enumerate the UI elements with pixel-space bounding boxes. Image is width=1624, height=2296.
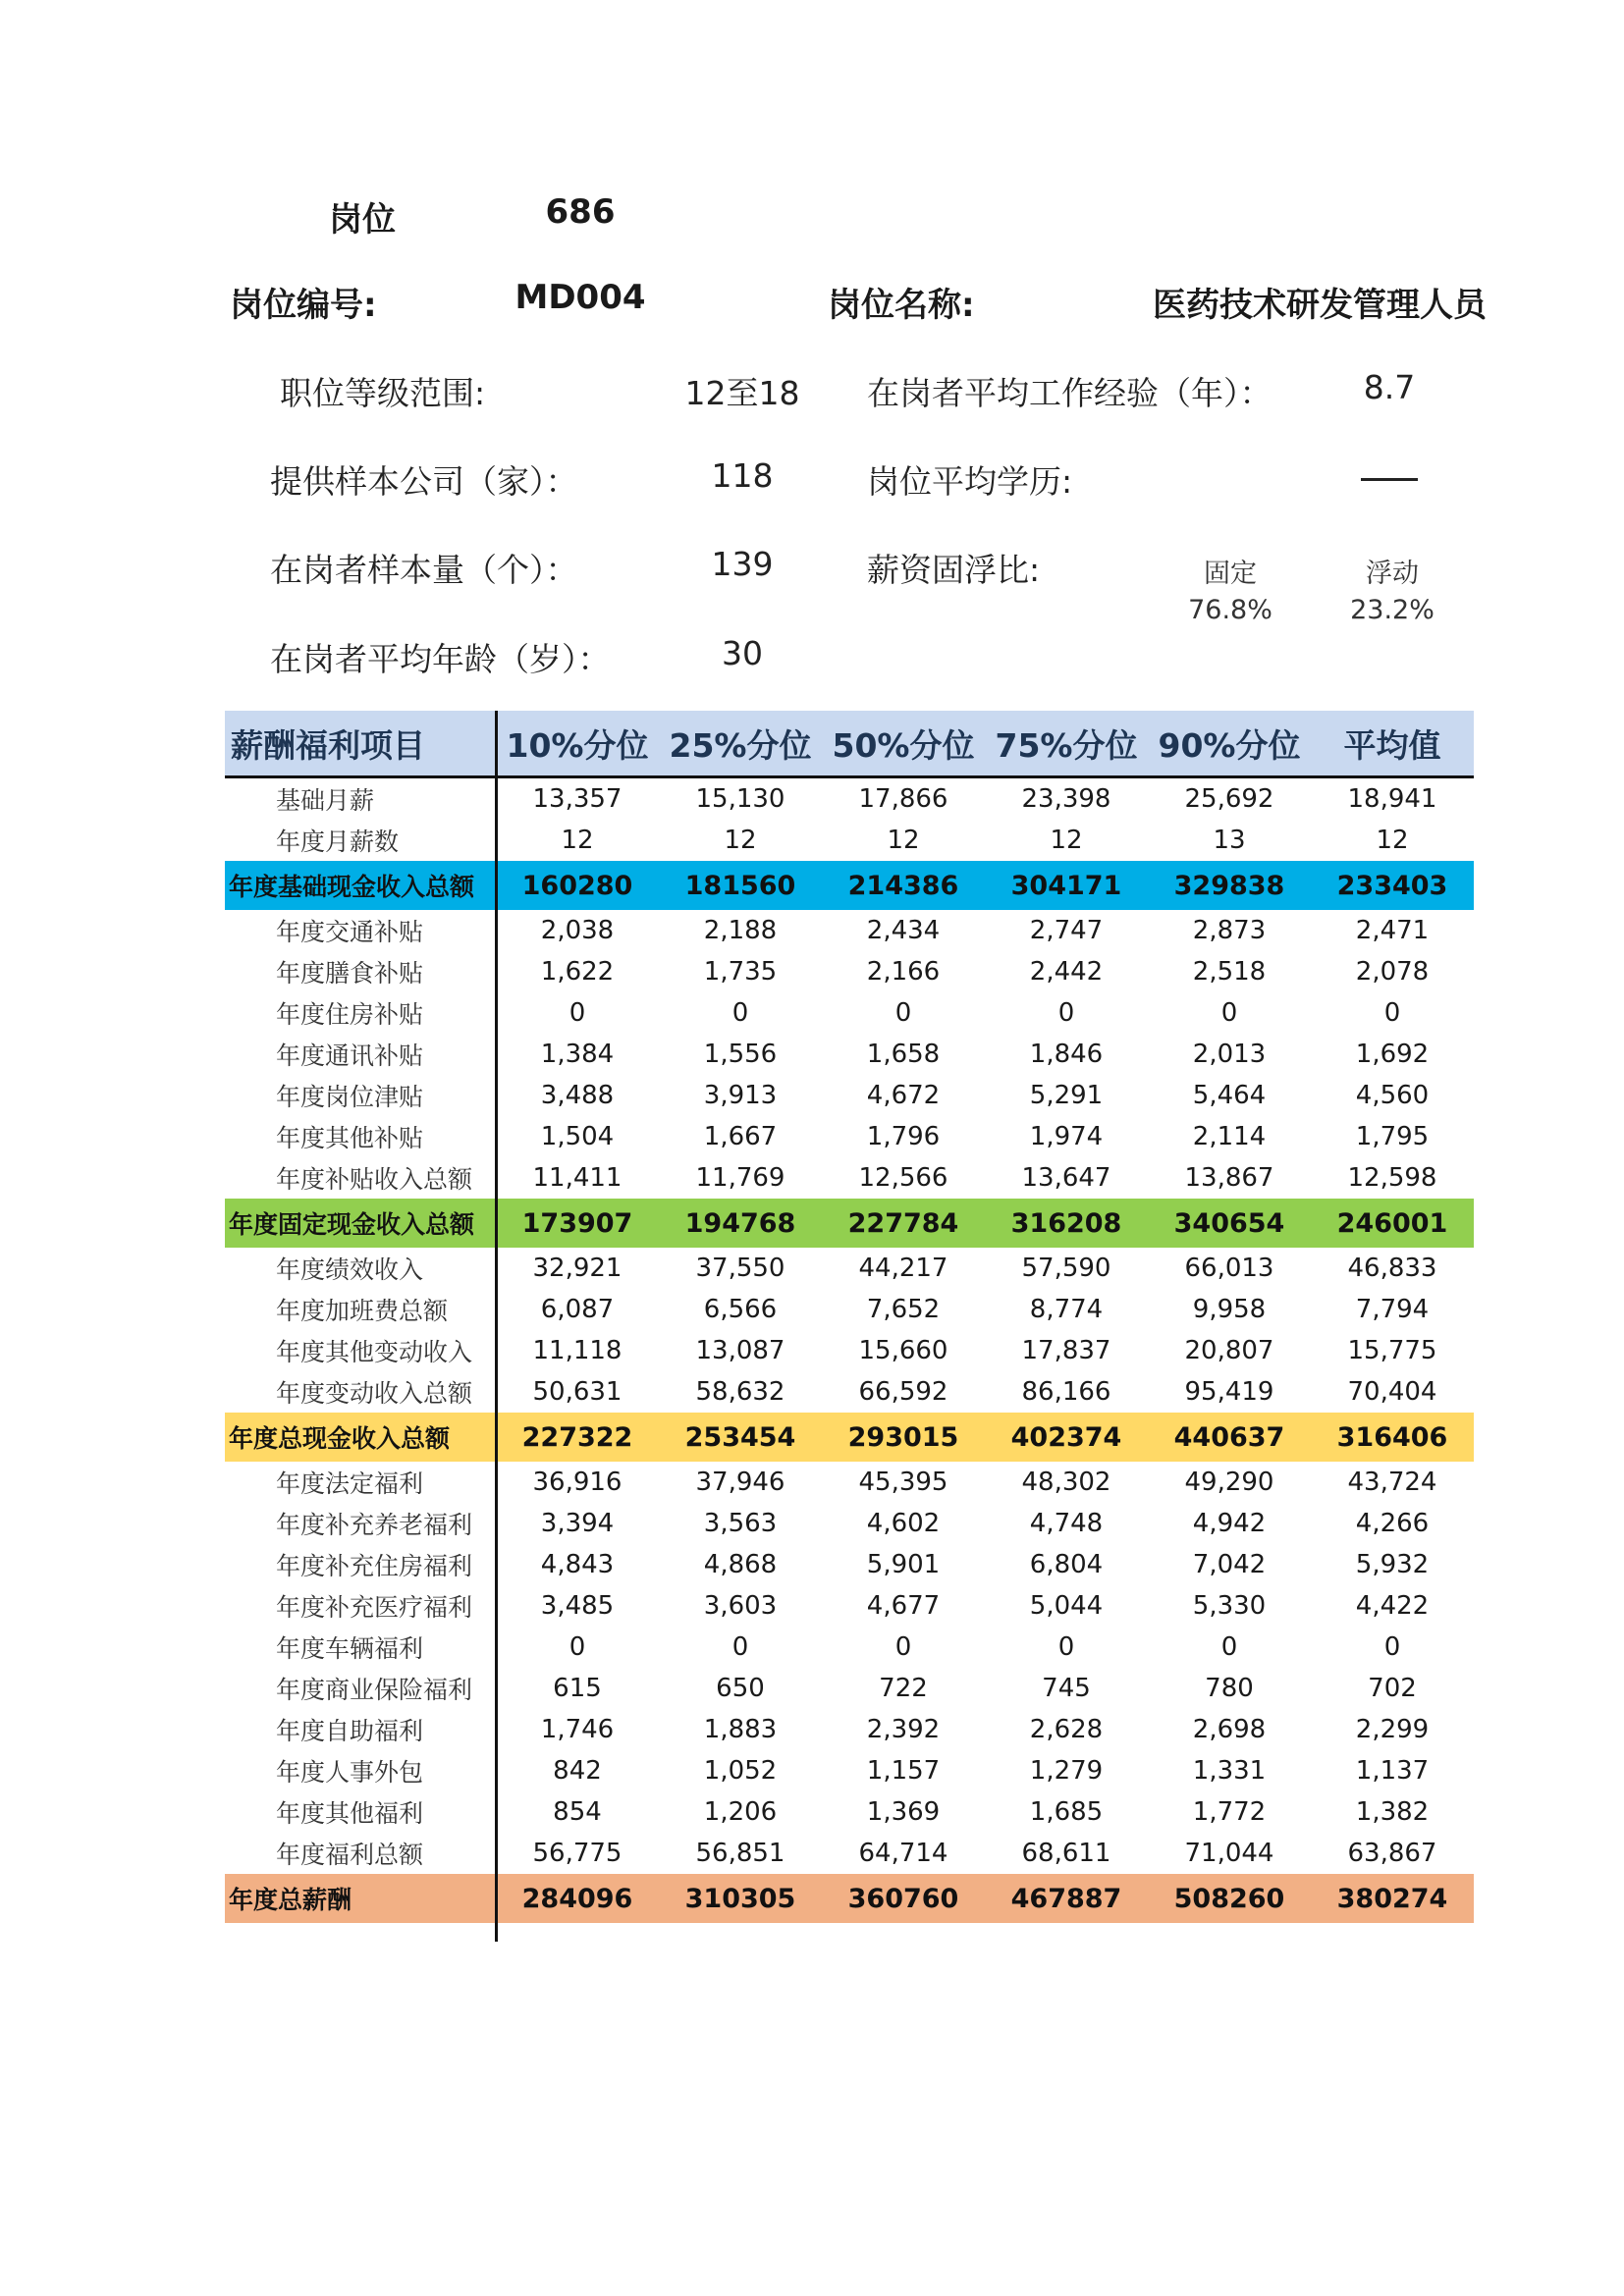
- cell-p50: 17,866: [858, 784, 948, 814]
- cell-p10: 173907: [521, 1207, 633, 1239]
- cell-p90: 2,114: [1192, 1122, 1267, 1151]
- cell-p50: 4,672: [866, 1081, 941, 1110]
- cell-p90: 0: [1220, 998, 1238, 1028]
- cell-p90: 2,013: [1192, 1040, 1267, 1069]
- cell-p50: 2,392: [866, 1715, 941, 1744]
- cell-p75: 86,166: [1021, 1377, 1111, 1407]
- table-row: [225, 1833, 1474, 1874]
- cell-average: 4,422: [1355, 1591, 1430, 1621]
- cell-p25: 37,946: [695, 1468, 785, 1497]
- cell-p75: 48,302: [1021, 1468, 1111, 1497]
- cell-average: 63,867: [1347, 1839, 1437, 1868]
- cell-p50: 4,602: [866, 1509, 941, 1538]
- header-average: 平均值: [1343, 725, 1441, 765]
- cell-p50: 12,566: [858, 1163, 948, 1193]
- header-p90: 90%分位: [1158, 725, 1301, 765]
- table-row: [225, 951, 1474, 992]
- cell-p10: 0: [568, 998, 586, 1028]
- cell-p75: 316208: [1010, 1207, 1122, 1239]
- table-row: [225, 1157, 1474, 1199]
- companies-value: 118: [711, 456, 774, 495]
- cell-p90: 440637: [1173, 1421, 1285, 1453]
- row-label: 年度总薪酬: [229, 1886, 352, 1914]
- table-divider: [495, 711, 498, 1942]
- cell-p25: 1,883: [703, 1715, 778, 1744]
- table-row: [225, 1750, 1474, 1791]
- row-label: 年度法定福利: [276, 1469, 424, 1498]
- row-label: 年度福利总额: [276, 1841, 424, 1869]
- float-label: 浮动: [1366, 559, 1419, 589]
- row-label: 年度岗位津贴: [276, 1083, 424, 1111]
- cell-p50: 214386: [847, 870, 959, 901]
- cell-average: 2,471: [1355, 916, 1430, 945]
- cell-p10: 11,411: [532, 1163, 623, 1193]
- cell-p90: 1,331: [1192, 1756, 1267, 1786]
- header-p75: 75%分位: [995, 725, 1138, 765]
- row-label: 年度车辆福利: [276, 1634, 424, 1663]
- row-label: 年度总现金收入总额: [229, 1424, 451, 1453]
- cell-p90: 95,419: [1184, 1377, 1274, 1407]
- cell-p25: 2,188: [703, 916, 778, 945]
- cell-p50: 293015: [847, 1421, 959, 1453]
- cell-p75: 0: [1057, 1632, 1075, 1662]
- cell-average: 18,941: [1347, 784, 1437, 814]
- cell-p75: 2,628: [1029, 1715, 1104, 1744]
- cell-p10: 3,485: [540, 1591, 615, 1621]
- age-value: 30: [722, 634, 763, 672]
- table-total-row: [225, 1874, 1474, 1923]
- row-label: 年度人事外包: [276, 1758, 424, 1787]
- cell-p75: 5,044: [1029, 1591, 1104, 1621]
- cell-p25: 3,563: [703, 1509, 778, 1538]
- cell-p10: 1,622: [540, 957, 615, 987]
- cell-p90: 2,698: [1192, 1715, 1267, 1744]
- table-row: [225, 820, 1474, 861]
- cell-p25: 310305: [684, 1883, 796, 1914]
- cell-p10: 1,746: [540, 1715, 615, 1744]
- cell-p90: 49,290: [1184, 1468, 1274, 1497]
- cell-p75: 57,590: [1021, 1254, 1111, 1283]
- cell-p90: 13: [1213, 826, 1246, 855]
- cell-average: 46,833: [1347, 1254, 1437, 1283]
- compensation-table: [225, 711, 1474, 1923]
- cell-p25: 56,851: [695, 1839, 785, 1868]
- cell-p25: 3,603: [703, 1591, 778, 1621]
- table-row: [225, 1585, 1474, 1627]
- cell-p50: 722: [879, 1674, 928, 1703]
- cell-p75: 8,774: [1029, 1295, 1104, 1324]
- cell-p10: 6,087: [540, 1295, 615, 1324]
- cell-p50: 1,658: [866, 1040, 941, 1069]
- cell-p10: 11,118: [532, 1336, 623, 1365]
- grade-label: 职位等级范围:: [280, 374, 486, 412]
- cell-p25: 4,868: [703, 1550, 778, 1579]
- cell-p90: 13,867: [1184, 1163, 1274, 1193]
- cell-p25: 58,632: [695, 1377, 785, 1407]
- cell-p90: 0: [1220, 1632, 1238, 1662]
- header-item: 薪酬福利项目: [231, 725, 425, 765]
- cell-p75: 2,747: [1029, 916, 1104, 945]
- cell-average: 246001: [1336, 1207, 1448, 1239]
- row-label: 年度补充医疗福利: [276, 1593, 473, 1622]
- cell-p90: 5,330: [1192, 1591, 1267, 1621]
- header-p50: 50%分位: [832, 725, 975, 765]
- post-value: 686: [545, 192, 616, 232]
- table-row: [225, 1289, 1474, 1330]
- table-row: [225, 1330, 1474, 1371]
- cell-p50: 66,592: [858, 1377, 948, 1407]
- cell-p10: 0: [568, 1632, 586, 1662]
- cell-p50: 7,652: [866, 1295, 941, 1324]
- cell-p50: 2,166: [866, 957, 941, 987]
- cell-p75: 1,974: [1029, 1122, 1104, 1151]
- table-row: [225, 1371, 1474, 1413]
- row-label: 基础月薪: [276, 786, 375, 815]
- cell-p75: 12: [1050, 826, 1083, 855]
- table-row: [225, 1709, 1474, 1750]
- name-value: 医药技术研发管理人员: [1153, 286, 1487, 325]
- cell-p90: 71,044: [1184, 1839, 1274, 1868]
- cell-average: 4,266: [1355, 1509, 1430, 1538]
- cell-average: 233403: [1336, 870, 1448, 901]
- cell-p75: 6,804: [1029, 1550, 1104, 1579]
- cell-p90: 1,772: [1192, 1797, 1267, 1827]
- cell-p75: 1,279: [1029, 1756, 1104, 1786]
- row-label: 年度住房补贴: [276, 1000, 424, 1029]
- cell-p90: 4,942: [1192, 1509, 1267, 1538]
- row-label: 年度其他补贴: [276, 1124, 424, 1152]
- cell-p25: 1,735: [703, 957, 778, 987]
- cell-p90: 340654: [1173, 1207, 1285, 1239]
- sample-label: 在岗者样本量（个）：: [270, 551, 578, 589]
- cell-p25: 194768: [684, 1207, 796, 1239]
- cell-average: 0: [1383, 998, 1401, 1028]
- cell-p75: 1,846: [1029, 1040, 1104, 1069]
- fixed-value: 76.8%: [1188, 595, 1272, 625]
- cell-p75: 0: [1057, 998, 1075, 1028]
- cell-average: 0: [1383, 1632, 1401, 1662]
- row-label: 年度固定现金收入总额: [229, 1210, 475, 1239]
- cell-p50: 0: [894, 998, 912, 1028]
- cell-p75: 1,685: [1029, 1797, 1104, 1827]
- cell-p90: 7,042: [1192, 1550, 1267, 1579]
- cell-p90: 780: [1205, 1674, 1254, 1703]
- cell-p75: 17,837: [1021, 1336, 1111, 1365]
- cell-p50: 1,796: [866, 1122, 941, 1151]
- cell-p25: 1,206: [703, 1797, 778, 1827]
- cell-average: 1,692: [1355, 1040, 1430, 1069]
- table-header: [225, 711, 1474, 778]
- cell-p10: 13,357: [532, 784, 623, 814]
- cell-p25: 181560: [684, 870, 796, 901]
- cell-p90: 9,958: [1192, 1295, 1267, 1324]
- cell-p75: 2,442: [1029, 957, 1104, 987]
- companies-label: 提供样本公司（家）：: [270, 462, 578, 501]
- float-value: 23.2%: [1350, 595, 1435, 625]
- cell-p10: 284096: [521, 1883, 633, 1914]
- row-label: 年度绩效收入: [276, 1255, 424, 1284]
- cell-p75: 402374: [1010, 1421, 1122, 1453]
- table-row: [225, 1668, 1474, 1709]
- cell-p10: 2,038: [540, 916, 615, 945]
- code-value: MD004: [514, 278, 646, 317]
- row-label: 年度补贴收入总额: [276, 1165, 473, 1194]
- cell-p50: 45,395: [858, 1468, 948, 1497]
- name-label: 岗位名称:: [828, 286, 975, 325]
- row-label: 年度交通补贴: [276, 918, 424, 946]
- cell-p75: 467887: [1010, 1883, 1122, 1914]
- cell-p50: 2,434: [866, 916, 941, 945]
- row-label: 年度基础现金收入总额: [229, 873, 475, 901]
- cell-p90: 2,873: [1192, 916, 1267, 945]
- cell-p25: 650: [716, 1674, 765, 1703]
- table-total-row: [225, 1199, 1474, 1248]
- cell-p75: 68,611: [1021, 1839, 1111, 1868]
- cell-p10: 50,631: [532, 1377, 623, 1407]
- cell-p10: 1,384: [540, 1040, 615, 1069]
- cell-average: 43,724: [1347, 1468, 1437, 1497]
- cell-average: 15,775: [1347, 1336, 1437, 1365]
- grade-value: 12至18: [684, 374, 800, 412]
- row-label: 年度商业保险福利: [276, 1676, 473, 1704]
- cell-average: 5,932: [1355, 1550, 1430, 1579]
- table-row: [225, 1503, 1474, 1544]
- cell-p10: 1,504: [540, 1122, 615, 1151]
- cell-p75: 745: [1042, 1674, 1091, 1703]
- cell-p75: 4,748: [1029, 1509, 1104, 1538]
- cell-p75: 304171: [1010, 870, 1122, 901]
- cell-p75: 13,647: [1021, 1163, 1111, 1193]
- cell-average: 12: [1376, 826, 1409, 855]
- cell-average: 702: [1368, 1674, 1417, 1703]
- table-row: [225, 778, 1474, 820]
- experience-label: 在岗者平均工作经验（年）：: [867, 374, 1272, 412]
- cell-p50: 4,677: [866, 1591, 941, 1621]
- cell-p50: 1,369: [866, 1797, 941, 1827]
- cell-average: 316406: [1336, 1421, 1448, 1453]
- cell-p90: 508260: [1173, 1883, 1285, 1914]
- education-label: 岗位平均学历:: [867, 462, 1073, 501]
- cell-p10: 615: [553, 1674, 602, 1703]
- cell-p50: 0: [894, 1632, 912, 1662]
- header-p10: 10%分位: [506, 725, 649, 765]
- cell-p25: 6,566: [703, 1295, 778, 1324]
- sample-value: 139: [711, 545, 774, 583]
- cell-p50: 12: [887, 826, 920, 855]
- cell-average: 70,404: [1347, 1377, 1437, 1407]
- table-row: [225, 1034, 1474, 1075]
- cell-p25: 1,667: [703, 1122, 778, 1151]
- cell-p25: 253454: [684, 1421, 796, 1453]
- cell-average: 2,299: [1355, 1715, 1430, 1744]
- table-row: [225, 1462, 1474, 1503]
- cell-p10: 32,921: [532, 1254, 623, 1283]
- table-row: [225, 1116, 1474, 1157]
- cell-p75: 23,398: [1021, 784, 1111, 814]
- cell-p90: 66,013: [1184, 1254, 1274, 1283]
- cell-p90: 25,692: [1184, 784, 1274, 814]
- cell-p10: 854: [553, 1797, 602, 1827]
- age-label: 在岗者平均年龄（岁）：: [270, 640, 611, 678]
- cell-p25: 15,130: [695, 784, 785, 814]
- cell-p50: 15,660: [858, 1336, 948, 1365]
- row-label: 年度月薪数: [276, 828, 400, 856]
- row-label: 年度变动收入总额: [276, 1379, 473, 1408]
- cell-p10: 12: [561, 826, 594, 855]
- cell-p25: 0: [731, 1632, 749, 1662]
- cell-p25: 11,769: [695, 1163, 785, 1193]
- cell-p90: 2,518: [1192, 957, 1267, 987]
- row-label: 年度补充养老福利: [276, 1511, 473, 1539]
- row-label: 年度加班费总额: [276, 1297, 449, 1325]
- cell-average: 12,598: [1347, 1163, 1437, 1193]
- table-row: [225, 1627, 1474, 1668]
- cell-p10: 36,916: [532, 1468, 623, 1497]
- cell-average: 7,794: [1355, 1295, 1430, 1324]
- cell-p25: 0: [731, 998, 749, 1028]
- table-row: [225, 1075, 1474, 1116]
- cell-average: 1,137: [1355, 1756, 1430, 1786]
- experience-value: 8.7: [1363, 368, 1416, 406]
- table-row: [225, 1544, 1474, 1585]
- cell-p25: 3,913: [703, 1081, 778, 1110]
- cell-p50: 360760: [847, 1883, 959, 1914]
- cell-average: 1,795: [1355, 1122, 1430, 1151]
- row-label: 年度补充住房福利: [276, 1552, 473, 1580]
- cell-p50: 64,714: [858, 1839, 948, 1868]
- cell-p10: 3,394: [540, 1509, 615, 1538]
- education-dash: [1361, 478, 1418, 481]
- cell-p10: 56,775: [532, 1839, 623, 1868]
- cell-p90: 329838: [1173, 870, 1285, 901]
- table-row: [225, 910, 1474, 951]
- table-row: [225, 1248, 1474, 1289]
- cell-p25: 12: [724, 826, 757, 855]
- cell-p10: 4,843: [540, 1550, 615, 1579]
- row-label: 年度自助福利: [276, 1717, 424, 1745]
- cell-p25: 13,087: [695, 1336, 785, 1365]
- row-label: 年度其他变动收入: [276, 1338, 473, 1366]
- post-label: 岗位: [329, 200, 396, 240]
- cell-p90: 20,807: [1184, 1336, 1274, 1365]
- cell-p10: 842: [553, 1756, 602, 1786]
- table-total-row: [225, 1413, 1474, 1462]
- cell-average: 1,382: [1355, 1797, 1430, 1827]
- cell-p50: 5,901: [866, 1550, 941, 1579]
- fixed-label: 固定: [1204, 559, 1257, 589]
- code-label: 岗位编号:: [230, 286, 377, 325]
- cell-p10: 227322: [521, 1421, 633, 1453]
- cell-p90: 5,464: [1192, 1081, 1267, 1110]
- cell-p50: 227784: [847, 1207, 959, 1239]
- row-label: 年度膳食补贴: [276, 959, 424, 988]
- cell-average: 2,078: [1355, 957, 1430, 987]
- cell-p10: 160280: [521, 870, 633, 901]
- table-row: [225, 992, 1474, 1034]
- table-row: [225, 1791, 1474, 1833]
- cell-p25: 37,550: [695, 1254, 785, 1283]
- ratio-label: 薪资固浮比:: [867, 551, 1041, 589]
- cell-average: 4,560: [1355, 1081, 1430, 1110]
- cell-p50: 44,217: [858, 1254, 948, 1283]
- cell-p25: 1,556: [703, 1040, 778, 1069]
- row-label: 年度通讯补贴: [276, 1041, 424, 1070]
- table-total-row: [225, 861, 1474, 910]
- cell-p50: 1,157: [866, 1756, 941, 1786]
- cell-p75: 5,291: [1029, 1081, 1104, 1110]
- row-label: 年度其他福利: [276, 1799, 424, 1828]
- table-body: [225, 778, 1474, 1923]
- cell-average: 380274: [1336, 1883, 1448, 1914]
- cell-p10: 3,488: [540, 1081, 615, 1110]
- header-p25: 25%分位: [669, 725, 812, 765]
- cell-p25: 1,052: [703, 1756, 778, 1786]
